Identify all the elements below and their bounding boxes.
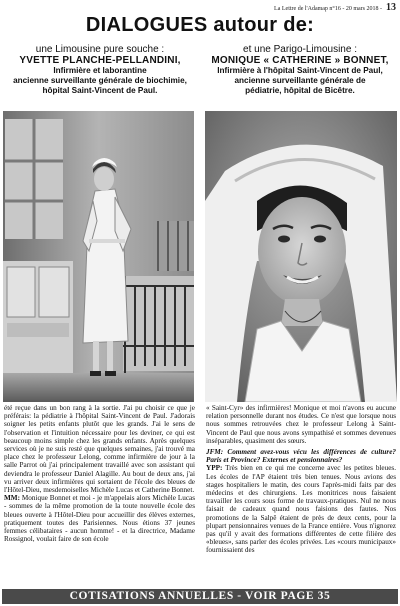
left-intro-line3: hôpital Saint-Vincent de Paul. [42, 86, 158, 95]
page-number: 13 [386, 2, 396, 13]
left-text-column [4, 404, 195, 587]
nurse-ward-illustration [3, 111, 194, 402]
running-head-text: La Lettre de l'Adamap n°16 - 20 mars 2018 - [274, 6, 382, 12]
left-paragraph-2 [4, 494, 195, 543]
right-intro-line2: ancienne surveillante générale de [234, 76, 366, 85]
right-intro-line3: pédiatrie, hôpital de Bicêtre. [245, 86, 355, 95]
left-intro [2, 44, 198, 96]
left-paragraph-1: été reçue dans un bon rang à la sortie. J'ai pu choisir ce que je préférais: la pédiatrie à l'hôpital Saint-Vincent de Paul. J'adorais soigner les petits enfants plutôt que les grands. J'ai le sens de l'observation et l'intuition nécessaire pour les deviner, ce qui est beaucoup moins simple chez les grands enfants. Après quelques services où je ne suis resté que quelques semaines, j'ai trouvé ma place chez le professeur Lelong, comme infirmière de jour à la salle Parrot où j'ai principalement travaillé avec son assistant qui deviendra le professeur Daniel Alagille. Au bout de deux ans, j'ai vu arriver deux infirmières qui sortaient de l'école des bleues de l'Hôtel-Dieu, mesdemoiselles Michèle Lucas et Catherine Bonnet. [4, 404, 195, 495]
nurse-portrait-illustration [205, 111, 397, 402]
running-head [4, 2, 396, 13]
right-intro-line1: Infirmière à l'hôpital Saint-Vincent de Paul, [217, 66, 383, 75]
nurse-portrait-photo [205, 111, 397, 402]
right-paragraph-1: « Saint-Cyr» des infirmières! Monique et moi n'avons eu aucune relation personnelle durant nos études. Ce n'est que lorsque nous nous sommes retrouvées chez le professeur Lelong à Saint-Vincent de Paul que nous avons sympathisé et sommes devenues inséparables, quasiment des sœurs. [206, 404, 396, 445]
speaker-mm: MM: [4, 494, 20, 503]
right-text-column [206, 404, 396, 587]
article-title: DIALOGUES autour de: [85, 14, 315, 36]
left-intro-lead: une Limousine pure souche : [35, 44, 165, 55]
cotisations-banner: COTISATIONS ANNUELLES - VOIR PAGE 35 [2, 589, 398, 604]
right-intro-lead: et une Parigo-Limousine : [243, 44, 357, 55]
speaker-ypp: YPP: [206, 464, 223, 473]
left-paragraph-2-text: Monique Bonnet et moi - je m'appelais alors Michèle Lucas - sommes de la même promotion de la toute nouvelle école des bleues ouverte à l'Hôtel-Dieu pour accueillir des élèves externes, pratiquement toutes des Parisiennes. Nous étions 37 jeunes femmes célibataires - aucun homme! - et la directrice, Madame Rossignol, voulait faire de son école [4, 494, 195, 544]
right-intro [202, 44, 398, 96]
right-paragraph-2-text: Très bien en ce qui me concerne avec les petites bleues. Les écoles de l'AP étaient très bien tenues. Nous avions des stages hospitaliers le matin, des cours l'après-midi faits par des médecins et des chirurgiens. Les monitrices nous faisaient travailler les cours sous forme de travaux-pratiques. Nul ne nous faisait de cadeaux quand nous faisions des fautes. Nos promotions de la Salpê étaient de près de deux cents, pour la plupart pensionnaires venues de la France entière. Vous n'ignorez pas qu'il y avait des formations différentes de cette filière des «bleues», sans parler des écoles privées. Les «cours municipaux» fournissaient des [206, 464, 396, 555]
left-intro-line2: ancienne surveillante générale de biochimie, [13, 76, 187, 85]
interview-question: JFM: Comment avez-vous vécu les différences de culture? Paris et Province? Externes et pensionnaires? [206, 448, 396, 465]
right-intro-name: MONIQUE « CATHERINE » BONNET, [211, 55, 389, 66]
left-intro-name: YVETTE PLANCHE-PELLANDINI, [19, 55, 181, 66]
nurse-ward-photo [3, 111, 194, 402]
left-intro-line1: Infirmière et laborantine [53, 66, 147, 75]
right-paragraph-2 [206, 464, 396, 554]
